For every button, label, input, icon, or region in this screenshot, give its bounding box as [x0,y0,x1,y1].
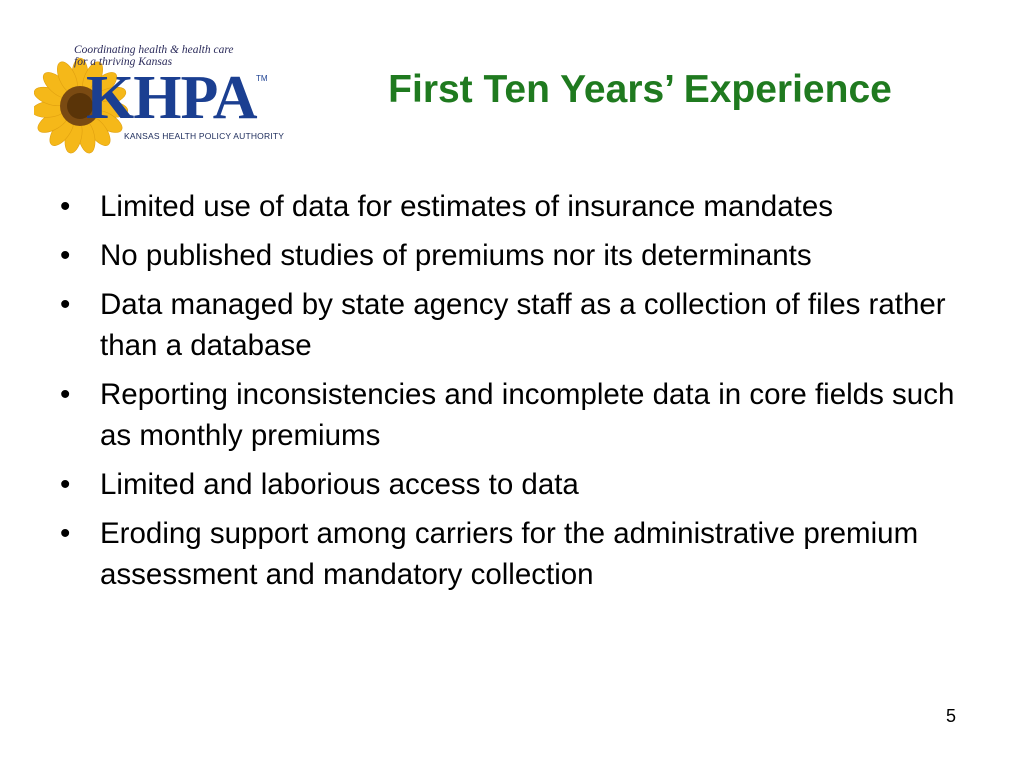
bullet-text: Reporting inconsistencies and incomplete data in core fields such as monthly premiums [100,378,955,452]
bullet-item [58,374,978,456]
bullet-text: Limited use of data for estimates of insurance mandates [100,190,833,223]
logo-org-name: KANSAS HEALTH POLICY AUTHORITY [124,131,285,141]
slide-title: First Ten Years’ Experience [388,68,892,111]
page-number: 5 [946,706,957,726]
bullet-item [58,284,978,366]
bullet-item [58,464,978,505]
khpa-logo [34,44,285,154]
bullet-list [58,186,978,603]
logo-tagline-line2: for a thriving Kansas [74,56,173,68]
bullet-glyph: • [60,378,71,411]
bullet-text: Limited and laborious access to data [100,468,579,501]
logo-wordmark: KHPA [86,64,257,132]
bullet-item [58,186,978,227]
bullet-text: No published studies of premiums nor its determinants [100,239,812,272]
bullet-glyph: • [60,190,71,223]
bullet-glyph: • [60,288,71,321]
bullet-glyph: • [60,468,71,501]
bullet-glyph: • [60,239,71,272]
bullet-glyph: • [60,517,71,550]
logo-tagline-line1: Coordinating health & health care [74,44,234,56]
bullet-item [58,235,978,276]
bullet-text: Data managed by state agency staff as a collection of files rather than a database [100,288,946,362]
bullet-text: Eroding support among carriers for the administrative premium assessment and mandatory collection [100,517,919,591]
bullet-item [58,513,978,595]
logo-trademark: TM [256,74,268,83]
